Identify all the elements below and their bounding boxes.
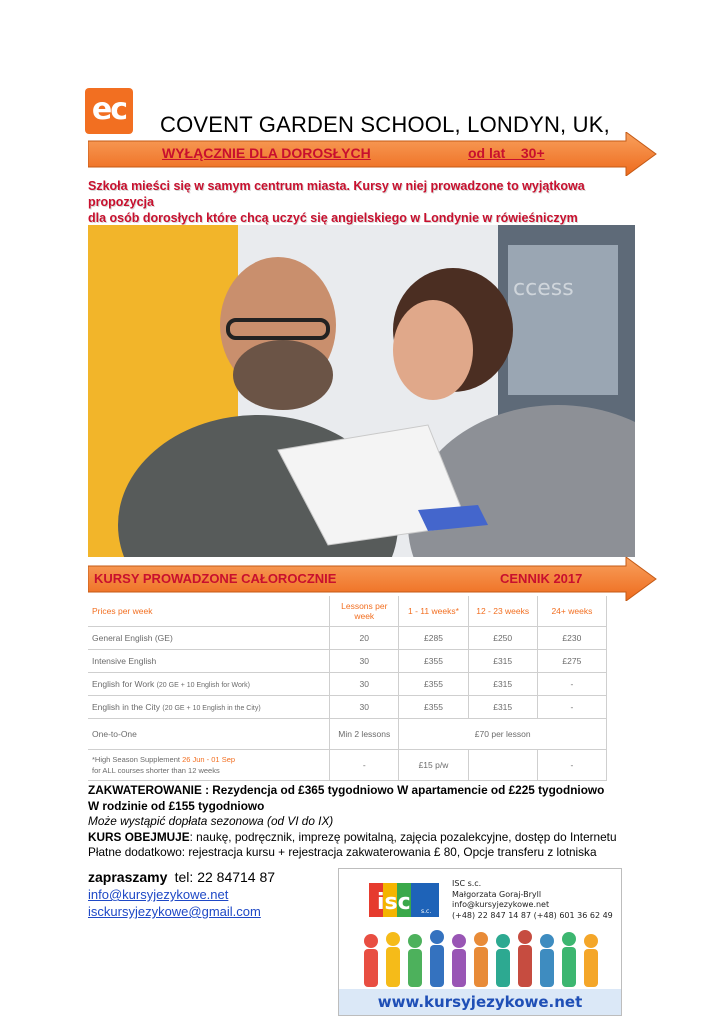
price-cell: £315 — [468, 650, 537, 673]
firm-details — [452, 879, 613, 921]
firm-name: ISC s.c. — [452, 879, 482, 888]
banner-all-year-label: KURSY PROWADZONE CAŁOROCZNIE — [94, 571, 337, 586]
course-info — [88, 783, 648, 861]
course-includes-label: KURS OBEJMUJE — [88, 829, 190, 844]
intro-line: Szkoła mieści się w samym centrum miasta. Kursy w niej prowadzone to wyjątkowa propozycja — [88, 179, 585, 209]
table-row — [88, 673, 607, 696]
price-cell: £355 — [399, 650, 468, 673]
banner-price-list-label: CENNIK 2017 — [500, 571, 583, 586]
price-cell: - — [537, 696, 606, 719]
contact-block — [88, 869, 275, 920]
course-note: (20 GE + 10 English in the City) — [162, 705, 261, 712]
lessons-cell: 30 — [330, 650, 399, 673]
table-header: 12 - 23 weeks — [468, 596, 537, 627]
table-row — [88, 750, 607, 781]
price-cell: £70 per lesson — [399, 719, 607, 750]
lessons-cell: 30 — [330, 696, 399, 719]
banner-age-label: od lat 30+ — [468, 145, 545, 161]
intro-line: dla osób dorosłych które chcą uczyć się angielskiego w Londynie w rówieśniczym — [88, 211, 578, 225]
course-name — [88, 696, 330, 719]
isc-logo-sub: s.c. — [421, 908, 432, 915]
supplement-dates: 26 Jun - 01 Sep — [182, 755, 236, 764]
table-row — [88, 719, 607, 750]
invite-label: zapraszamy — [88, 869, 168, 885]
course-name: One-to-One — [88, 719, 330, 750]
course-includes-text: : naukę, podręcznik, imprezę powitalną, zajęcia pozalekcyjne, dostęp do Internetu — [189, 829, 617, 844]
table-header: 24+ weeks — [537, 596, 606, 627]
isc-ad-box — [338, 868, 622, 1016]
isc-logo-text: isc — [377, 890, 411, 915]
supplement-scope: for ALL courses shorter than 12 weeks — [92, 766, 220, 775]
table-header: 1 - 11 weeks* — [399, 596, 468, 627]
price-cell: - — [537, 673, 606, 696]
email-link-info[interactable]: info@kursyjezykowe.net — [88, 887, 229, 902]
photo-illustration — [88, 225, 635, 557]
course-title: English for Work — [92, 679, 155, 689]
price-cell: £285 — [399, 627, 468, 650]
email-link-gmail[interactable]: isckursyjezykowe@gmail.com — [88, 904, 261, 919]
wall-sign-text: ccess — [513, 276, 574, 301]
isc-logo — [369, 883, 439, 917]
students-photo — [88, 225, 635, 557]
firm-person: Małgorzata Goraj-Bryll — [452, 889, 542, 899]
lessons-cell: 20 — [330, 627, 399, 650]
table-header-row — [88, 596, 607, 627]
website-url[interactable]: www.kursyjezykowe.net — [339, 989, 621, 1015]
ec-logo: ec — [85, 88, 133, 134]
supplement-note — [88, 750, 330, 781]
firm-email: info@kursyjezykowe.net — [452, 900, 550, 909]
price-cell: £230 — [537, 627, 606, 650]
course-title: English in the City — [92, 702, 161, 712]
price-cell: £315 — [468, 673, 537, 696]
price-cell: £355 — [399, 673, 468, 696]
price-cell: £275 — [537, 650, 606, 673]
price-table — [88, 596, 607, 781]
firm-phones: (+48) 22 847 14 87 (+48) 601 36 62 49 — [452, 910, 613, 920]
price-cell: £355 — [399, 696, 468, 719]
page-title: COVENT GARDEN SCHOOL, LONDYN, UK, — [160, 112, 610, 137]
price-cell: £315 — [468, 696, 537, 719]
price-cell: £15 p/w — [399, 750, 468, 781]
table-header: Prices per week — [88, 596, 330, 627]
course-name: General English (GE) — [88, 627, 330, 650]
accommodation-text: ZAKWATEROWANIE : Rezydencja od £365 tygodniowo W apartamencie od £225 tygodniowo — [88, 783, 605, 797]
price-cell: - — [537, 750, 606, 781]
lessons-cell: Min 2 lessons — [330, 719, 399, 750]
people-illustration — [359, 927, 603, 989]
host-family-text: W rodzinie od £155 tygodniowo — [88, 798, 265, 813]
price-cell: £250 — [468, 627, 537, 650]
course-name: Intensive English — [88, 650, 330, 673]
table-row — [88, 627, 607, 650]
course-note: (20 GE + 10 English for Work) — [156, 682, 251, 689]
extra-fees-text: Płatne dodatkowo: rejestracja kursu + rejestracja zakwaterowania £ 80, Opcje transferu z lotniska — [88, 845, 597, 859]
lessons-cell: 30 — [330, 673, 399, 696]
table-row — [88, 650, 607, 673]
banner-adults-label: WYŁĄCZNIE DLA DOROSŁYCH — [162, 145, 371, 161]
banner-all-year — [88, 557, 658, 601]
table-header: Lessons per week — [330, 596, 399, 627]
table-row — [88, 696, 607, 719]
phone-number: tel: 22 84714 87 — [174, 869, 276, 885]
banner-adults-only — [88, 132, 658, 176]
supplement-label: *High Season Supplement — [92, 755, 180, 764]
course-name — [88, 673, 330, 696]
price-cell — [468, 750, 537, 781]
lessons-cell: - — [330, 750, 399, 781]
season-note: Może wystąpić dopłata sezonowa (od VI do IX) — [88, 814, 334, 828]
